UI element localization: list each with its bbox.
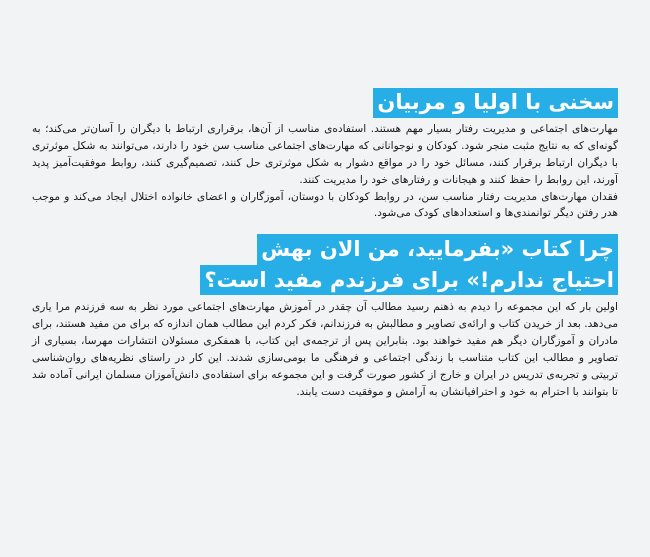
paragraph-lack-of-skills: فقدان مهارت‌های مدیریت رفتار مناسب سن، در روابط کودکان با دوستان، آموزگاران و اعضای خانواده اختلال ایجاد می‌کند و موجب هدر رفتن دیگر توانمندی‌ها و استعدادهای کودک می‌شود.	[32, 190, 618, 220]
heading-line-2: احتیاج ندارم!» برای فرزندم مفید است؟	[200, 265, 618, 295]
paragraph-first-time: اولین بار که این مجموعه را دیدم به ذهنم رسید مطالب آن چقدر در آموزش مهارت‌های اجتماعی مورد نظر به سه فرزندم مرا یاری می‌دهد. بعد از خریدن کتاب و ارائه‌ی تصاویر و مطالبش به فرزندانم، فکر کردم این مطالب همان اندازه که برای من مفید هستند، برای مادران و آموزگاران دیگر هم مفید خواهند بود. بنابراین پس از ترجمه‌ی این کتاب، با همفکری مسئولان انتشارات مهرسا، بسیاری از تصاویر و مطالب این کتاب متناسب با زندگی اجتماعی و فرهنگی ما بومی‌سازی شدند. این کار در راستای نظریه‌های روان‌شناسی تربیتی و تجربه‌ی تدریس در ایران و خارج از کشور صورت گرفت و این مجموعه برای استفاده‌ی دانش‌آموزان مسلمان ایرانی آماده شد تا بتوانند با احترام به خود و احترافیانشان به آرامش و موفقیت دست یابند.	[32, 301, 618, 398]
paragraph-social-skills: مهارت‌های اجتماعی و مدیریت رفتار بسیار مهم هستند. استفاده‌ی مناسب از آن‌ها، برقراری ارتباط با دیگران را آسان‌تر می‌کند؛ به گونه‌ای که به نتایج مثبت منجر شود. کودکان و نوجوانانی که مهارت‌های اجتماعی مناسب سن خود را دارند، می‌توانند به شکل موثرتری با دیگران ارتباط برقرار کنند، مسائل خود را در مواقع دشوار به شکل موثرتری حل کنند، تصمیم‌گیری کنند، روابط موفقیت‌آمیز پدید آورند، این روابط را حفظ کنند و هیجانات و رفتارهای خود را مدیریت کنند.	[32, 122, 618, 186]
heading-line-1: چرا کتاب «بفرمایید، من الان بهش	[257, 234, 618, 264]
section-heading-wrap	[32, 88, 618, 118]
section-heading-wrap	[32, 234, 618, 295]
book-page	[0, 88, 650, 557]
section-heading-why-book	[200, 234, 618, 295]
section-body-parents	[32, 121, 618, 223]
section-heading-parents: سخنی با اولیا و مربیان	[373, 88, 618, 118]
section-body-why-book	[32, 299, 618, 401]
